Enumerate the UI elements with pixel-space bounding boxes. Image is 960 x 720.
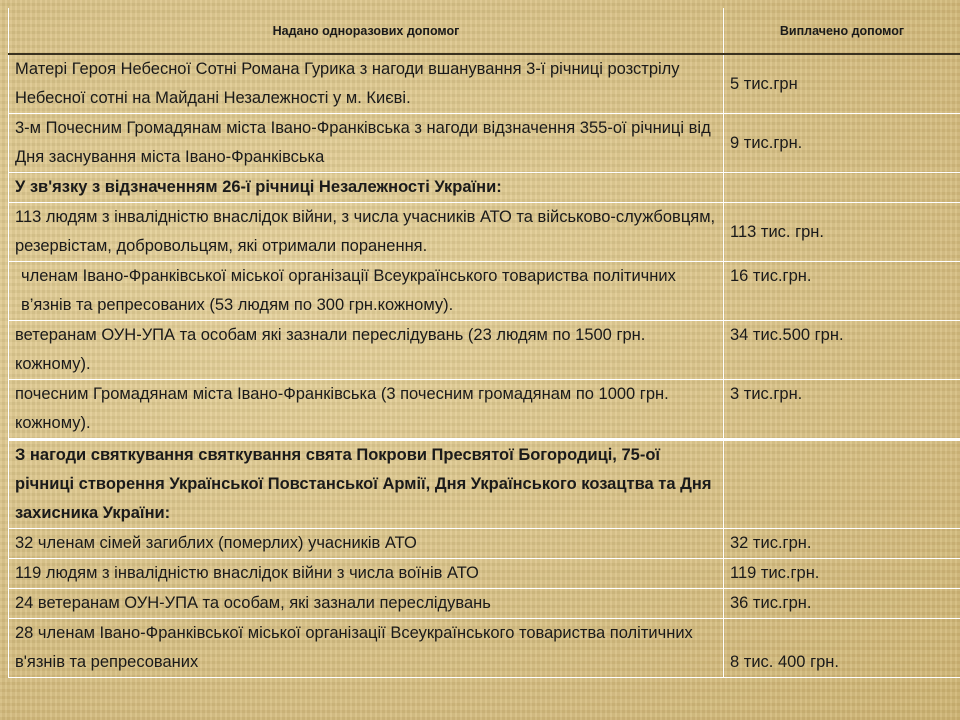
table-row	[9, 380, 960, 440]
table-row	[9, 262, 960, 321]
row-description: Матері Героя Небесної Сотні Романа Гурика з нагоди вшанування 3-ї річниці розстрілу Небесної сотні на Майдані Незалежності у м. Києві.	[9, 54, 724, 114]
table-row	[9, 619, 960, 678]
section-heading: У зв'язку з відзначенням 26-ї річниці Незалежності України:	[9, 173, 724, 203]
row-amount: 113 тис. грн.	[724, 203, 960, 262]
table-header-row	[9, 8, 960, 54]
row-description: 3-м Почесним Громадянам міста Івано-Франківська з нагоди відзначення 355-ої річниці від Дня заснування міста Івано-Франківська	[9, 114, 724, 173]
row-description: почесним Громадянам міста Івано-Франківська (3 почесним громадянам по 1000 грн. кожному).	[9, 380, 724, 440]
row-amount	[724, 440, 960, 529]
header-paid: Виплачено допомог	[724, 8, 960, 54]
table-row	[9, 321, 960, 380]
row-amount: 5 тис.грн	[724, 54, 960, 114]
row-amount: 36 тис.грн.	[724, 589, 960, 619]
table-row	[9, 114, 960, 173]
row-description: 24 ветеранам ОУН-УПА та особам, які зазнали переслідувань	[9, 589, 724, 619]
row-amount: 9 тис.грн.	[724, 114, 960, 173]
header-provided: Надано одноразових допомог	[9, 8, 724, 54]
assistance-table	[8, 8, 960, 678]
table-row	[9, 589, 960, 619]
table-row	[9, 54, 960, 114]
row-amount: 34 тис.500 грн.	[724, 321, 960, 380]
section-row	[9, 440, 960, 529]
row-amount: 32 тис.грн.	[724, 529, 960, 559]
row-amount: 119 тис.грн.	[724, 559, 960, 589]
row-description: членам Івано-Франківської міської організації Всеукраїнського товариства політичних в’язнів та репресованих (53 людям по 300 грн.кожному).	[9, 262, 724, 321]
row-description: 119 людям з інвалідністю внаслідок війни з числа воїнів АТО	[9, 559, 724, 589]
table-row	[9, 559, 960, 589]
row-amount: 3 тис.грн.	[724, 380, 960, 440]
row-description: 113 людям з інвалідністю внаслідок війни, з числа учасників АТО та військово-службовцям, резервістам, добровольцям, які отримали поранення.	[9, 203, 724, 262]
row-amount	[724, 173, 960, 203]
section-row	[9, 173, 960, 203]
row-amount: 8 тис. 400 грн.	[724, 619, 960, 678]
row-description: 28 членам Івано-Франківської міської організації Всеукраїнського товариства політичних в'язнів та репресованих	[9, 619, 724, 678]
row-description: ветеранам ОУН-УПА та особам які зазнали переслідувань (23 людям по 1500 грн. кожному).	[9, 321, 724, 380]
section-heading: З нагоди святкування святкування свята Покрови Пресвятої Богородиці, 75-ої річниці створення Української Повстанської Армії, Дня Українського козацтва та Дня захисника України:	[9, 440, 724, 529]
table-row	[9, 203, 960, 262]
row-amount: 16 тис.грн.	[724, 262, 960, 321]
row-description: 32 членам сімей загиблих (померлих) учасників АТО	[9, 529, 724, 559]
table-row	[9, 529, 960, 559]
